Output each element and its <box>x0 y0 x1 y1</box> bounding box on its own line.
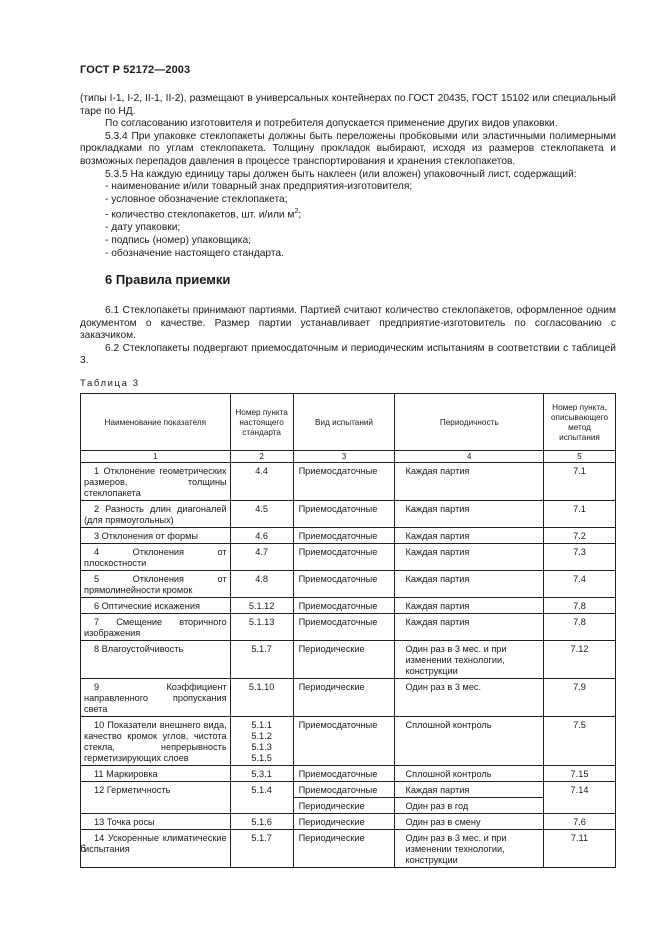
column-number-row <box>81 451 616 463</box>
paragraph-5-3-5: 5.3.5 На каждую единицу тары должен быть наклеен (или вложен) упаковочный лист, содержащий: <box>105 168 577 180</box>
row-indicator-name: 14 Ускоренные климатические испытания <box>81 830 231 868</box>
table-row <box>81 782 616 798</box>
row-clause: 5.1.12 <box>230 598 293 614</box>
row-test-type: Приемосдаточные <box>293 598 395 614</box>
row-periodicity: Один раз в год <box>395 798 544 814</box>
row-periodicity: Каждая партия <box>395 544 544 571</box>
table-row <box>81 814 616 830</box>
row-method-clause: 7.8 <box>544 598 616 614</box>
row-periodicity: Каждая партия <box>395 614 544 641</box>
row-test-type: Приемосдаточные <box>293 717 395 766</box>
row-test-type: Приемосдаточные <box>293 614 395 641</box>
row-clause: 5.1.4 <box>230 782 293 814</box>
table-caption: Таблица 3 <box>80 378 140 389</box>
row-indicator-name: 1 Отклонение геометрических размеров, толщины стеклопакета <box>81 463 231 501</box>
row-method-clause: 7.1 <box>544 463 616 501</box>
table-row <box>81 766 616 782</box>
row-method-clause: 7.8 <box>544 614 616 641</box>
table-row <box>81 614 616 641</box>
row-test-type: Приемосдаточные <box>293 544 395 571</box>
row-method-clause: 7.5 <box>544 717 616 766</box>
row-indicator-name: 11 Маркировка <box>81 766 231 782</box>
paragraph-6-1: 6.1 Стеклопакеты принимают партиями. Партией считают количество стеклопакетов, оформленное одним документом о качестве. Размер партии устанавливает предприятие-изготовитель по согласованию с заказчиком. <box>80 305 616 342</box>
row-indicator-name: 4 Отклонения от плоскостности <box>81 544 231 571</box>
row-method-clause: 7.4 <box>544 571 616 598</box>
row-method-clause: 7.1 <box>544 501 616 528</box>
row-indicator-name: 5 Отклонения от прямолинейности кромок <box>81 571 231 598</box>
acceptance-text-block <box>80 305 616 368</box>
section-title: 6 Правила приемки <box>105 272 231 287</box>
row-periodicity: Один раз в 3 мес. и при изменении технологии, конструкции <box>395 641 544 679</box>
row-test-type: Периодические <box>293 641 395 679</box>
table-row <box>81 544 616 571</box>
paragraph-5-3-4: 5.3.4 При упаковке стеклопакеты должны быть переложены пробковыми или эластичными полимерными прокладками по углам стеклопакета. Толщину прокладок выбирают, исходя из размеров стеклопакета и возможных перепадов давления в процессе транспортирования и хранения стеклопакетов. <box>80 130 616 167</box>
row-clause: 4.4 <box>230 463 293 501</box>
list-item-tail: ; <box>298 209 302 221</box>
row-periodicity: Каждая партия <box>395 598 544 614</box>
row-test-type: Приемосдаточные <box>293 463 395 501</box>
page-number: 6 <box>80 843 87 855</box>
row-test-type: Приемосдаточные <box>293 766 395 782</box>
row-clause: 5.1.6 <box>230 814 293 830</box>
list-item-text: - количество стеклопакетов, шт. и/или м <box>105 209 295 221</box>
row-test-type: Периодические <box>293 814 395 830</box>
row-indicator-name: 3 Отклонения от формы <box>81 528 231 544</box>
list-item: - обозначение настоящего стандарта. <box>105 247 284 259</box>
row-test-type: Приемосдаточные <box>293 782 395 798</box>
row-clause: 5.1.7 <box>230 641 293 679</box>
list-item: - условное обозначение стеклопакета; <box>105 193 288 205</box>
row-clause: 4.7 <box>230 544 293 571</box>
row-test-type: Периодические <box>293 830 395 868</box>
header-name: Наименование показателя <box>81 394 231 451</box>
header-test-type: Вид испытаний <box>293 394 395 451</box>
packaging-text-block <box>80 93 616 260</box>
row-test-type: Приемосдаточные <box>293 501 395 528</box>
row-periodicity: Один раз в смену <box>395 814 544 830</box>
table-row <box>81 641 616 679</box>
row-test-type: Приемосдаточные <box>293 528 395 544</box>
row-indicator-name: 8 Влагоустойчивость <box>81 641 231 679</box>
row-indicator-name: 6 Оптические искажения <box>81 598 231 614</box>
row-clause: 5.1.13 <box>230 614 293 641</box>
row-indicator-name: 9 Коэффициент направленного пропускания света <box>81 679 231 717</box>
row-periodicity: Каждая партия <box>395 501 544 528</box>
row-periodicity: Каждая партия <box>395 782 544 798</box>
row-clause: 5.3.1 <box>230 766 293 782</box>
table-row <box>81 501 616 528</box>
column-number: 2 <box>230 451 293 463</box>
header-clause: Номер пункта настоящего стандарта <box>230 394 293 451</box>
row-method-clause: 7.9 <box>544 679 616 717</box>
row-clause: 4.8 <box>230 571 293 598</box>
header-periodicity: Периодичность <box>395 394 544 451</box>
table-row <box>81 571 616 598</box>
column-number: 4 <box>395 451 544 463</box>
tests-table <box>80 393 616 868</box>
row-method-clause: 7.3 <box>544 544 616 571</box>
document-header: ГОСТ Р 52172—2003 <box>80 64 191 76</box>
row-method-clause: 7.15 <box>544 766 616 782</box>
row-indicator-name: 10 Показатели внешнего вида, качество кромок углов, чистота стекла, непрерывность герметизирующих слоев <box>81 717 231 766</box>
table-row <box>81 463 616 501</box>
row-periodicity: Каждая партия <box>395 571 544 598</box>
column-number: 5 <box>544 451 616 463</box>
list-item: - дату упаковки; <box>105 222 181 234</box>
row-indicator-name: 13 Точка росы <box>81 814 231 830</box>
row-method-clause: 7.6 <box>544 814 616 830</box>
paragraph-agreement: По согласованию изготовителя и потребителя допускается применение других видов упаковки. <box>105 118 558 130</box>
row-periodicity: Один раз в 3 мес. и при изменении технологии, конструкции <box>395 830 544 868</box>
table-row <box>81 679 616 717</box>
row-indicator-name: 7 Смещение вторичного изображения <box>81 614 231 641</box>
paragraph-container-types: (типы I-1, I-2, II-1, II-2), размещают в универсальных контейнерах по ГОСТ 20435, ГОСТ 15102 или специальный таре по НД. <box>80 93 616 117</box>
table-header-row <box>81 394 616 451</box>
paragraph-6-2: 6.2 Стеклопакеты подвергают приемосдаточным и периодическим испытаниям в соответствии с таблицей 3. <box>80 342 616 367</box>
row-method-clause: 7.2 <box>544 528 616 544</box>
row-periodicity: Каждая партия <box>395 463 544 501</box>
row-clause: 4.6 <box>230 528 293 544</box>
table-row <box>81 830 616 868</box>
list-item: - наименование и/или товарный знак предприятия-изготовителя; <box>105 181 413 193</box>
row-method-clause: 7.12 <box>544 641 616 679</box>
column-number: 3 <box>293 451 395 463</box>
table-row <box>81 717 616 766</box>
superscript: 2 <box>294 208 299 216</box>
table-row <box>81 598 616 614</box>
table-row <box>81 528 616 544</box>
row-test-type: Периодические <box>293 798 395 814</box>
row-periodicity: Один раз в 3 мес. <box>395 679 544 717</box>
row-indicator-name: 12 Герметичность <box>81 782 231 814</box>
row-test-type: Приемосдаточные <box>293 571 395 598</box>
row-test-type: Периодические <box>293 679 395 717</box>
row-indicator-name: 2 Разность длин диагоналей (для прямоугольных) <box>81 501 231 528</box>
row-clause: 4.5 <box>230 501 293 528</box>
column-number: 1 <box>81 451 231 463</box>
header-method: Номер пункта, описывающего метод испытания <box>544 394 616 451</box>
row-method-clause: 7.14 <box>544 782 616 814</box>
row-clause: 5.1.1 5.1.2 5.1.3 5.1.5 <box>230 717 293 766</box>
row-clause: 5.1.10 <box>230 679 293 717</box>
row-periodicity: Сплошной контроль <box>395 766 544 782</box>
row-method-clause: 7.11 <box>544 830 616 868</box>
row-periodicity: Каждая партия <box>395 528 544 544</box>
row-clause: 5.1.7 <box>230 830 293 868</box>
list-item: - подпись (номер) упаковщика; <box>105 234 251 246</box>
list-item <box>80 206 616 222</box>
row-periodicity: Сплошной контроль <box>395 717 544 766</box>
table-body <box>81 463 616 868</box>
